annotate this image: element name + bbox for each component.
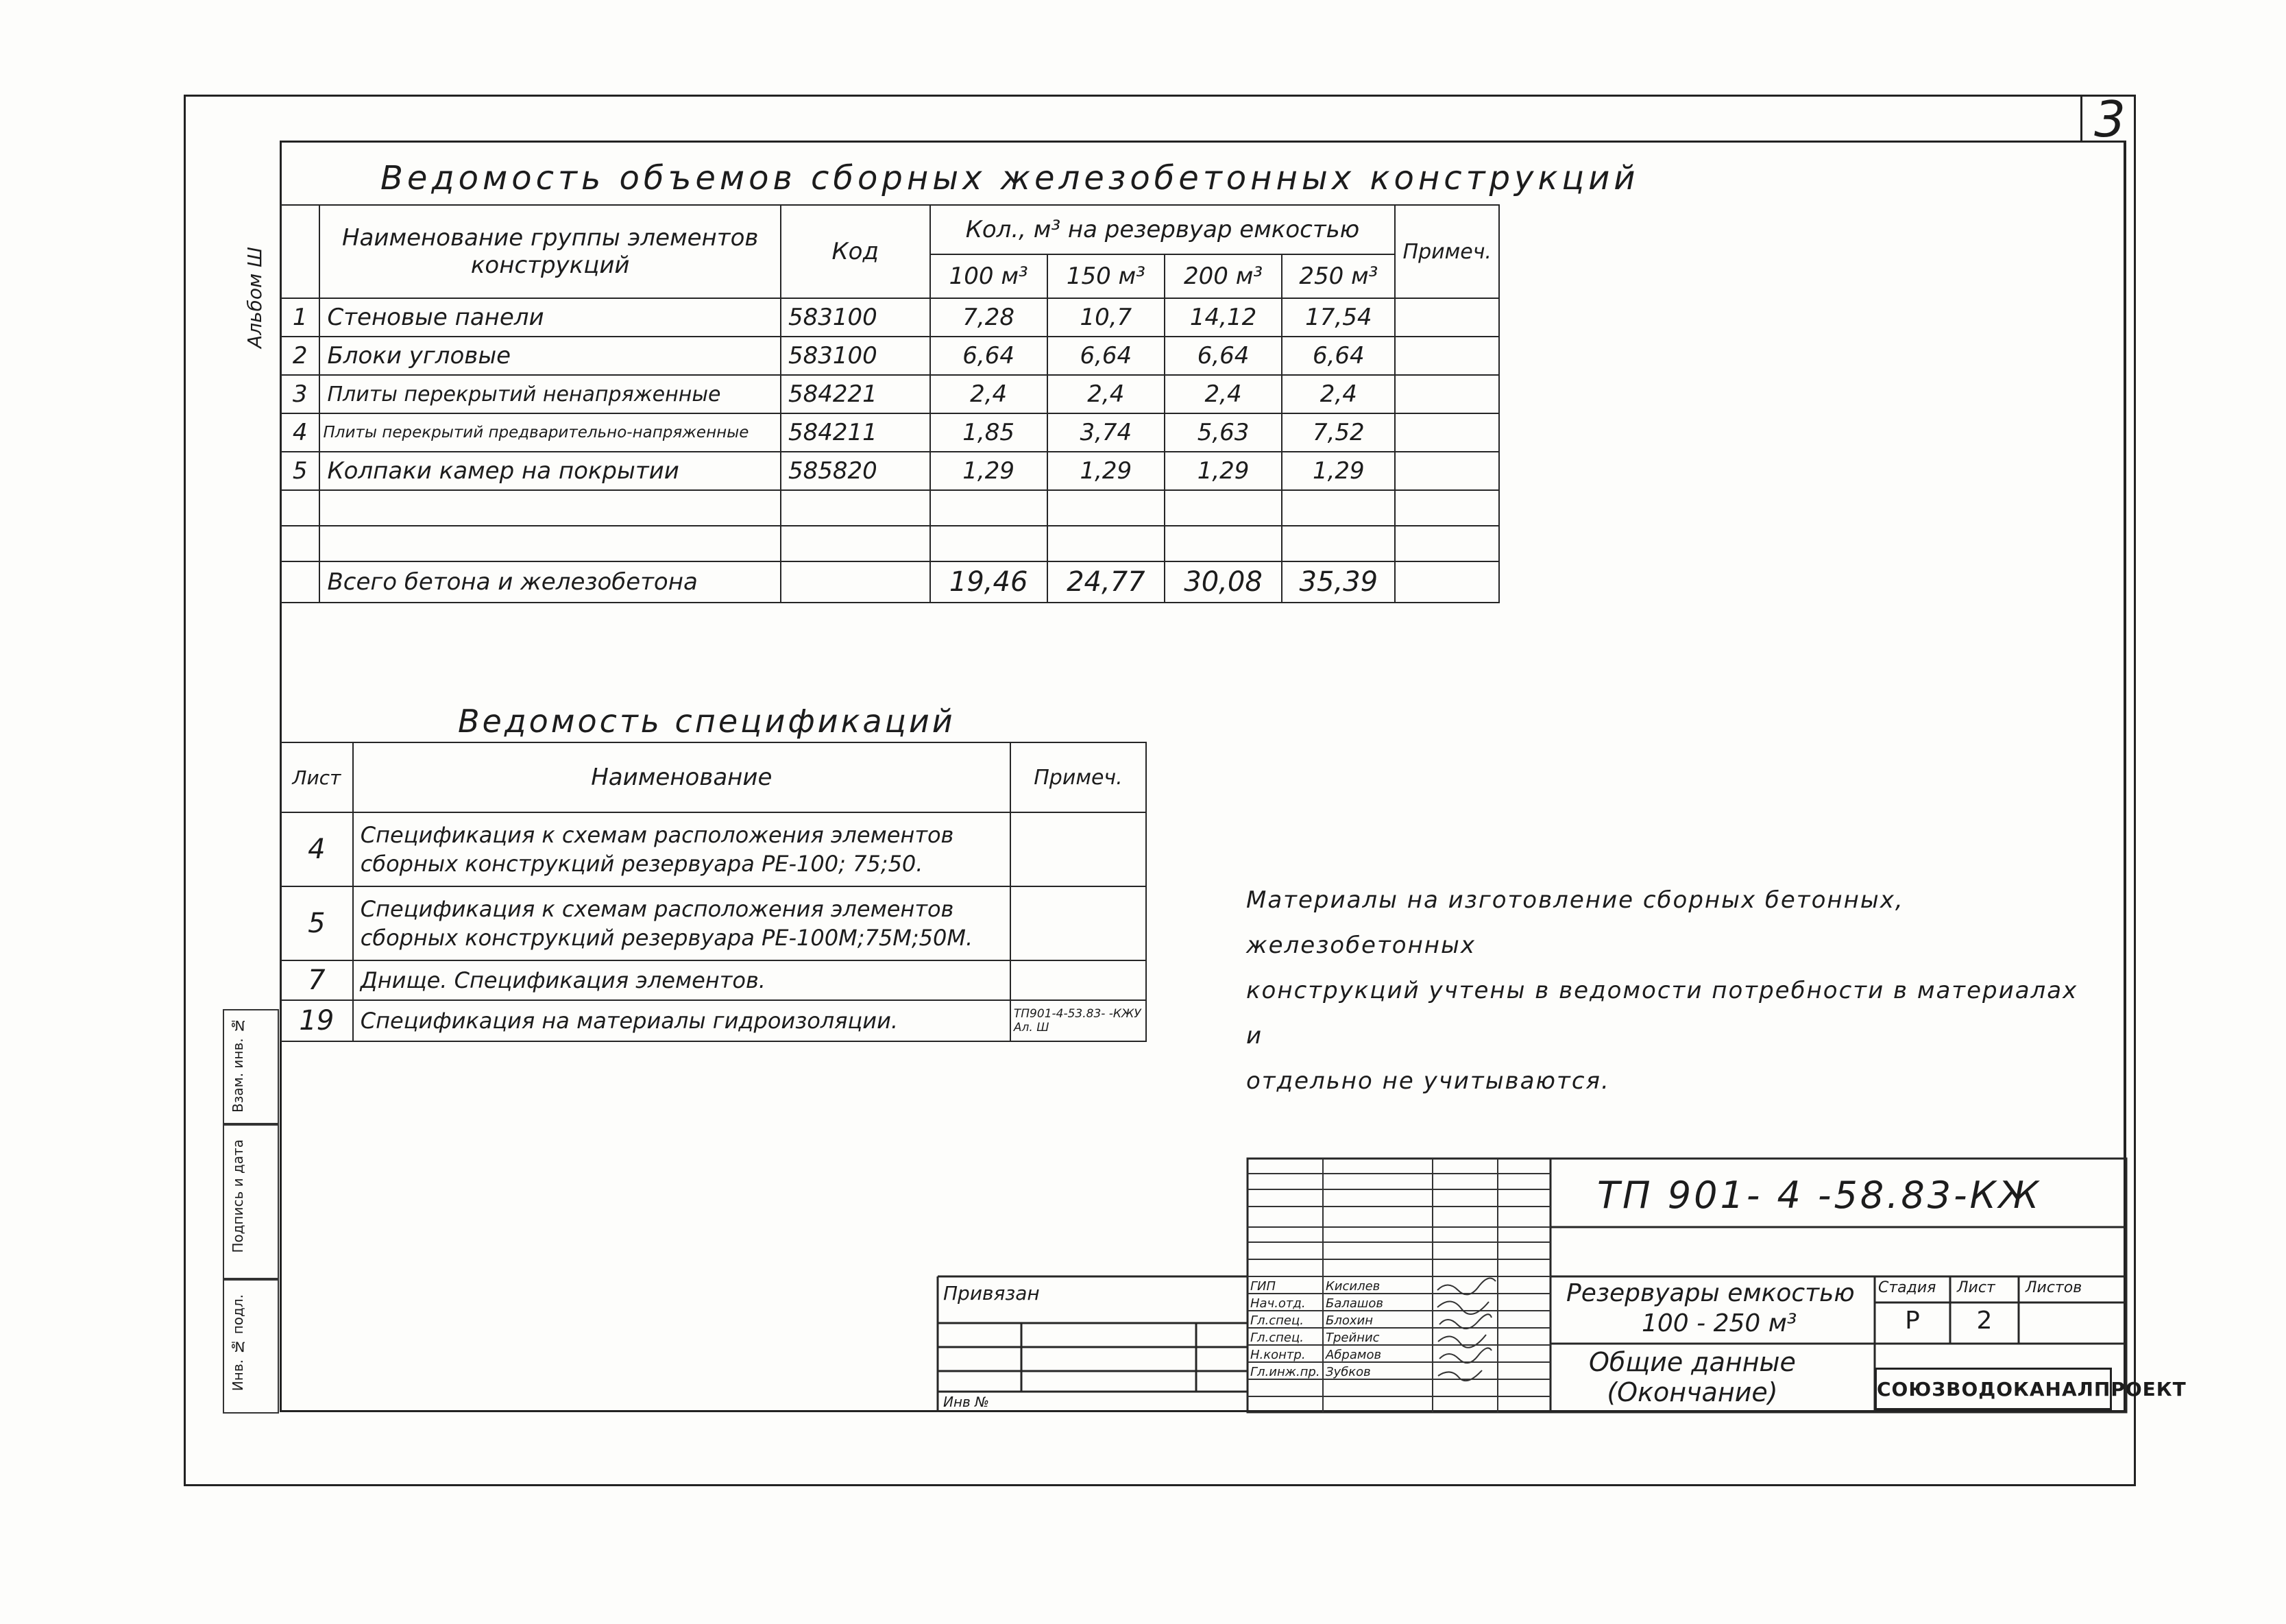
name-header: Наименование группы элементов конструкций [319, 205, 780, 298]
volume-value: 6,64 [1165, 337, 1282, 375]
volume-value: 2,4 [1047, 375, 1165, 413]
row-number: 1 [280, 298, 319, 337]
volume-value: 1,29 [930, 452, 1047, 490]
album-label: Альбом Ш [243, 247, 266, 348]
sheet-number: 3 [2080, 95, 2137, 143]
tied-label: Привязан [943, 1282, 1040, 1305]
role: Нач.отд. [1250, 1296, 1306, 1311]
role: Гл.инж.пр. [1250, 1365, 1320, 1379]
title-line: 100 - 250 м³ [1642, 1309, 1797, 1337]
spec-name-line: Днище. Спецификация элементов. [353, 960, 1010, 1000]
total-value: 30,08 [1165, 561, 1282, 603]
element-name: Стеновые панели [319, 298, 780, 337]
element-code: 585820 [781, 452, 930, 490]
signatures-drawing [1434, 1276, 1497, 1411]
spec-note-header: Примеч. [1010, 742, 1146, 812]
element-name: Плиты перекрытий ненапряженные [319, 375, 780, 413]
stage-label: Стадия [1878, 1279, 1936, 1296]
names-column [1326, 1278, 1383, 1381]
quantity-header: Кол., м³ на резервуар емкостью [930, 205, 1396, 254]
volume-value: 6,64 [1282, 337, 1395, 375]
sheets-label: Листов [2026, 1279, 2082, 1296]
row-number: 2 [280, 337, 319, 375]
spec-name-line: Спецификация к схемам расположения элементов [360, 822, 954, 848]
person-name: Кисилев [1326, 1279, 1381, 1294]
strip-label: Взам. инв. № [230, 1017, 246, 1113]
capacity-header: 200 м³ [1165, 254, 1282, 298]
volume-value: 1,85 [930, 413, 1047, 452]
person-name: Блохин [1326, 1313, 1373, 1328]
person-name: Трейнис [1326, 1331, 1380, 1345]
person-name: Зубков [1326, 1365, 1371, 1379]
volume-value: 6,64 [1047, 337, 1165, 375]
code-header: Код [781, 205, 930, 298]
role: ГИП [1250, 1279, 1276, 1294]
element-name: Плиты перекрытий предварительно-напряженные [319, 413, 780, 452]
role: Гл.спец. [1250, 1331, 1304, 1345]
volume-value: 1,29 [1282, 452, 1395, 490]
strip-label: Инв. № подл. [230, 1294, 246, 1392]
element-code: 583100 [781, 337, 930, 375]
volume-value: 6,64 [930, 337, 1047, 375]
project-title [1566, 1278, 1855, 1339]
subtitle-line: Общие данные [1589, 1347, 1796, 1377]
spec-table-title: Ведомость спецификаций [458, 703, 956, 740]
element-code: 584221 [781, 375, 930, 413]
volume-value: 7,52 [1282, 413, 1395, 452]
spec-name-line: сборных конструкций резервуара РЕ-100М;75М;50М. [360, 925, 973, 951]
spec-name-line: Спецификация на материалы гидроизоляции. [353, 1000, 1010, 1041]
volume-value: 17,54 [1282, 298, 1395, 337]
note-line: Материалы на изготовление сборных бетонных, железобетонных [1246, 886, 1904, 959]
note-header: Примеч. [1395, 205, 1499, 298]
spec-sheet: 19 [280, 1000, 353, 1041]
element-name: Блоки угловые [319, 337, 780, 375]
sheet-subtitle [1589, 1347, 1796, 1407]
spec-sheet: 5 [280, 886, 353, 960]
volume-value: 1,29 [1165, 452, 1282, 490]
capacity-header: 250 м³ [1282, 254, 1395, 298]
capacity-header: 150 м³ [1047, 254, 1165, 298]
volume-value: 10,7 [1047, 298, 1165, 337]
volume-value: 1,29 [1047, 452, 1165, 490]
row-number: 5 [280, 452, 319, 490]
strip-label: Подпись и дата [230, 1139, 246, 1253]
element-name: Колпаки камер на покрытии [319, 452, 780, 490]
subtitle-line: (Окончание) [1607, 1377, 1778, 1407]
stage-value: Р [1905, 1307, 1920, 1335]
total-value: 19,46 [930, 561, 1047, 603]
volume-value: 5,63 [1165, 413, 1282, 452]
spec-name-header: Наименование [353, 742, 1010, 812]
person-name: Балашов [1326, 1296, 1384, 1311]
spec-sheet: 4 [280, 812, 353, 886]
total-label: Всего бетона и железобетона [319, 561, 780, 603]
total-value: 24,77 [1047, 561, 1165, 603]
total-value: 35,39 [1282, 561, 1395, 603]
volume-value: 14,12 [1165, 298, 1282, 337]
spec-name-line: Спецификация к схемам расположения элементов [360, 896, 954, 922]
person-name: Абрамов [1326, 1348, 1382, 1362]
title-line: Резервуары емкостью [1566, 1279, 1855, 1307]
row-number: 4 [280, 413, 319, 452]
organization-name: СОЮЗВОДОКАНАЛПРОЕКТ [1875, 1368, 2112, 1410]
volume-value: 7,28 [930, 298, 1047, 337]
volume-value: 2,4 [1282, 375, 1395, 413]
sheet-value: 2 [1976, 1307, 1993, 1335]
volume-value: 3,74 [1047, 413, 1165, 452]
spec-sheet: 7 [280, 960, 353, 1000]
sheet-header: Лист [280, 742, 353, 812]
roles-column [1250, 1278, 1320, 1381]
spec-name-line: сборных конструкций резервуара РЕ-100; 75;50. [360, 851, 923, 877]
volumes-table-title: Ведомость объемов сборных железобетонных конструкций [380, 159, 1640, 197]
element-code: 583100 [781, 298, 930, 337]
role: Гл.спец. [1250, 1313, 1304, 1328]
spec-note: ТП901-4-53.83- -КЖУ Ал. Ш [1010, 1000, 1146, 1041]
volume-value: 2,4 [930, 375, 1047, 413]
note-line: конструкций учтены в ведомости потребности в материалах и [1246, 977, 2078, 1050]
role: Н.контр. [1250, 1348, 1306, 1362]
row-number: 3 [280, 375, 319, 413]
sheet-label: Лист [1957, 1279, 1995, 1296]
document-code: ТП 901- 4 -58.83-КЖ [1597, 1174, 2042, 1217]
element-code: 584211 [781, 413, 930, 452]
volume-value: 2,4 [1165, 375, 1282, 413]
note-line: отдельно не учитываются. [1246, 1067, 1610, 1095]
capacity-header: 100 м³ [930, 254, 1047, 298]
inventory-label: Инв № [943, 1394, 989, 1410]
